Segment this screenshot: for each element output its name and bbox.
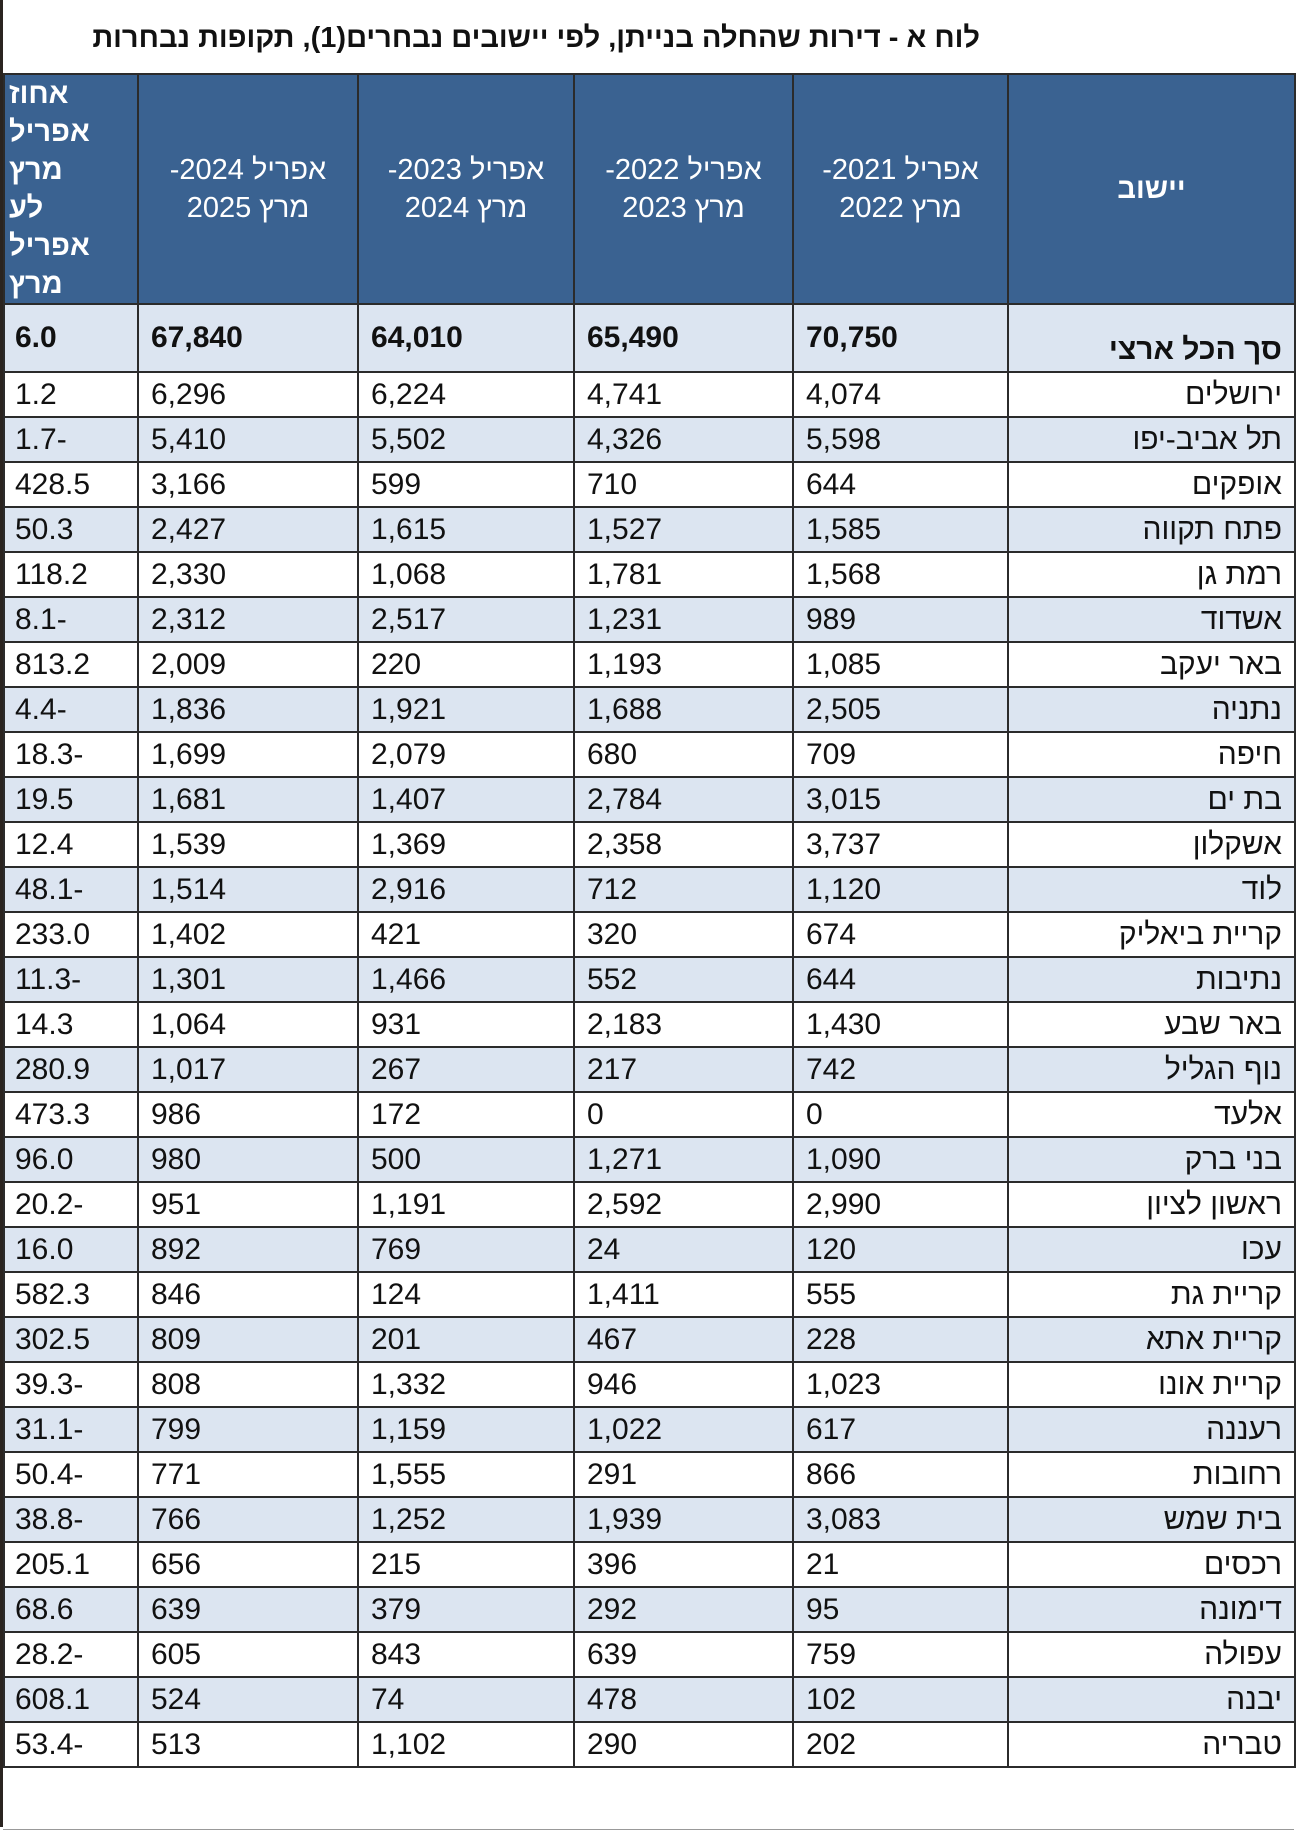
percent-change-cell: 12.4 xyxy=(4,822,138,867)
value-cell: 2,427 xyxy=(138,507,358,552)
table-row xyxy=(4,1542,1295,1587)
table-row xyxy=(4,1137,1295,1182)
table-row xyxy=(4,957,1295,1002)
settlement-name: בית שמש xyxy=(1008,1497,1295,1542)
value-cell: 709 xyxy=(793,732,1008,777)
table-row xyxy=(4,462,1295,507)
settlement-name: נתיבות xyxy=(1008,957,1295,1002)
value-cell: 1,064 xyxy=(138,1002,358,1047)
table-row xyxy=(4,1632,1295,1677)
value-cell: 843 xyxy=(358,1632,574,1677)
value-cell: 2,183 xyxy=(574,1002,793,1047)
value-cell: 24 xyxy=(574,1227,793,1272)
settlement-name: אשדוד xyxy=(1008,597,1295,642)
value-cell: 1,252 xyxy=(358,1497,574,1542)
value-cell: 4,326 xyxy=(574,417,793,462)
value-cell: 220 xyxy=(358,642,574,687)
percent-change-cell: 19.5 xyxy=(4,777,138,822)
value-cell: 2,330 xyxy=(138,552,358,597)
value-cell: 202 xyxy=(793,1722,1008,1767)
value-cell: 1,159 xyxy=(358,1407,574,1452)
value-cell: 799 xyxy=(138,1407,358,1452)
value-cell: 1,332 xyxy=(358,1362,574,1407)
value-cell: 1,615 xyxy=(358,507,574,552)
table-row xyxy=(4,417,1295,462)
settlement-name: רמת גן xyxy=(1008,552,1295,597)
header-percent-change: אחוז אפריל מרץ לע אפריל מרץ xyxy=(4,74,138,304)
percent-change-cell: 118.2 xyxy=(4,552,138,597)
value-cell: 3,015 xyxy=(793,777,1008,822)
header-row xyxy=(4,74,1295,304)
value-cell: 1,407 xyxy=(358,777,574,822)
value-cell: 292 xyxy=(574,1587,793,1632)
value-cell: 2,916 xyxy=(358,867,574,912)
value-cell: 1,430 xyxy=(793,1002,1008,1047)
header-period-2024-2025: אפריל 2024- מרץ 2025 xyxy=(138,74,358,304)
total-row xyxy=(4,304,1295,372)
value-cell: 6,224 xyxy=(358,372,574,417)
value-cell: 809 xyxy=(138,1317,358,1362)
value-cell: 120 xyxy=(793,1227,1008,1272)
table-title: לוח א - דירות שהחלה בנייתן, לפי יישובים נבחרים(1), תקופות נבחרות xyxy=(92,22,980,54)
value-cell: 1,781 xyxy=(574,552,793,597)
value-cell: 712 xyxy=(574,867,793,912)
percent-change-cell: 14.3 xyxy=(4,1002,138,1047)
settlement-name: נתניה xyxy=(1008,687,1295,732)
value-cell: 2,505 xyxy=(793,687,1008,732)
total-percent: 6.0 xyxy=(4,304,138,372)
settlement-name: קריית אתא xyxy=(1008,1317,1295,1362)
value-cell: 1,402 xyxy=(138,912,358,957)
value-cell: 989 xyxy=(793,597,1008,642)
table-row xyxy=(4,687,1295,732)
table-row xyxy=(4,777,1295,822)
housing-starts-table xyxy=(3,73,1296,1768)
value-cell: 5,598 xyxy=(793,417,1008,462)
settlement-name: אשקלון xyxy=(1008,822,1295,867)
value-cell: 228 xyxy=(793,1317,1008,1362)
value-cell: 4,741 xyxy=(574,372,793,417)
settlement-name: קריית ביאליק xyxy=(1008,912,1295,957)
value-cell: 1,193 xyxy=(574,642,793,687)
value-cell: 771 xyxy=(138,1452,358,1497)
table-row xyxy=(4,1182,1295,1227)
value-cell: 1,568 xyxy=(793,552,1008,597)
settlement-name: בת ים xyxy=(1008,777,1295,822)
total-value: 67,840 xyxy=(138,304,358,372)
value-cell: 0 xyxy=(793,1092,1008,1137)
value-cell: 2,990 xyxy=(793,1182,1008,1227)
settlement-name: רחובות xyxy=(1008,1452,1295,1497)
header-period-2021-2022: אפריל 2021- מרץ 2022 xyxy=(793,74,1008,304)
settlement-name: טבריה xyxy=(1008,1722,1295,1767)
table-row xyxy=(4,507,1295,552)
table-row xyxy=(4,1092,1295,1137)
value-cell: 0 xyxy=(574,1092,793,1137)
settlement-name: קריית אונו xyxy=(1008,1362,1295,1407)
value-cell: 1,681 xyxy=(138,777,358,822)
percent-change-cell: 16.0 xyxy=(4,1227,138,1272)
value-cell: 1,466 xyxy=(358,957,574,1002)
value-cell: 396 xyxy=(574,1542,793,1587)
settlement-name: תל אביב-יפו xyxy=(1008,417,1295,462)
value-cell: 1,514 xyxy=(138,867,358,912)
table-row xyxy=(4,1272,1295,1317)
settlement-name: באר שבע xyxy=(1008,1002,1295,1047)
percent-change-cell: 608.1 xyxy=(4,1677,138,1722)
value-cell: 217 xyxy=(574,1047,793,1092)
value-cell: 3,083 xyxy=(793,1497,1008,1542)
percent-change-cell: 1.2 xyxy=(4,372,138,417)
percent-change-cell: -4.4 xyxy=(4,687,138,732)
value-cell: 524 xyxy=(138,1677,358,1722)
percent-change-cell: -53.4 xyxy=(4,1722,138,1767)
value-cell: 680 xyxy=(574,732,793,777)
value-cell: 1,939 xyxy=(574,1497,793,1542)
settlement-name: רעננה xyxy=(1008,1407,1295,1452)
value-cell: 866 xyxy=(793,1452,1008,1497)
value-cell: 4,074 xyxy=(793,372,1008,417)
percent-change-cell: 473.3 xyxy=(4,1092,138,1137)
percent-change-cell: -28.2 xyxy=(4,1632,138,1677)
value-cell: 555 xyxy=(793,1272,1008,1317)
settlement-name: נוף הגליל xyxy=(1008,1047,1295,1092)
value-cell: 379 xyxy=(358,1587,574,1632)
value-cell: 1,301 xyxy=(138,957,358,1002)
percent-change-cell: 68.6 xyxy=(4,1587,138,1632)
table-row xyxy=(4,822,1295,867)
value-cell: 710 xyxy=(574,462,793,507)
value-cell: 1,921 xyxy=(358,687,574,732)
value-cell: 290 xyxy=(574,1722,793,1767)
total-label: סך הכל ארצי xyxy=(1008,304,1295,372)
percent-change-cell: 302.5 xyxy=(4,1317,138,1362)
total-value: 64,010 xyxy=(358,304,574,372)
settlement-name: באר יעקב xyxy=(1008,642,1295,687)
value-cell: 478 xyxy=(574,1677,793,1722)
value-cell: 421 xyxy=(358,912,574,957)
value-cell: 2,592 xyxy=(574,1182,793,1227)
value-cell: 3,166 xyxy=(138,462,358,507)
total-value: 70,750 xyxy=(793,304,1008,372)
table-row xyxy=(4,1587,1295,1632)
settlement-name: דימונה xyxy=(1008,1587,1295,1632)
value-cell: 102 xyxy=(793,1677,1008,1722)
percent-change-cell: -31.1 xyxy=(4,1407,138,1452)
value-cell: 656 xyxy=(138,1542,358,1587)
settlement-name: אלעד xyxy=(1008,1092,1295,1137)
value-cell: 215 xyxy=(358,1542,574,1587)
value-cell: 1,120 xyxy=(793,867,1008,912)
value-cell: 766 xyxy=(138,1497,358,1542)
table-row xyxy=(4,1047,1295,1092)
value-cell: 1,585 xyxy=(793,507,1008,552)
table-row xyxy=(4,732,1295,777)
table-row xyxy=(4,867,1295,912)
value-cell: 1,555 xyxy=(358,1452,574,1497)
table-row xyxy=(4,1002,1295,1047)
value-cell: 951 xyxy=(138,1182,358,1227)
value-cell: 644 xyxy=(793,957,1008,1002)
value-cell: 2,358 xyxy=(574,822,793,867)
value-cell: 769 xyxy=(358,1227,574,1272)
value-cell: 1,411 xyxy=(574,1272,793,1317)
value-cell: 3,737 xyxy=(793,822,1008,867)
value-cell: 742 xyxy=(793,1047,1008,1092)
value-cell: 2,079 xyxy=(358,732,574,777)
value-cell: 267 xyxy=(358,1047,574,1092)
value-cell: 892 xyxy=(138,1227,358,1272)
table-row xyxy=(4,1722,1295,1767)
value-cell: 1,023 xyxy=(793,1362,1008,1407)
value-cell: 674 xyxy=(793,912,1008,957)
value-cell: 1,539 xyxy=(138,822,358,867)
settlement-name: עפולה xyxy=(1008,1632,1295,1677)
value-cell: 201 xyxy=(358,1317,574,1362)
percent-change-cell: -18.3 xyxy=(4,732,138,777)
value-cell: 931 xyxy=(358,1002,574,1047)
percent-change-cell: -38.8 xyxy=(4,1497,138,1542)
value-cell: 1,017 xyxy=(138,1047,358,1092)
value-cell: 513 xyxy=(138,1722,358,1767)
value-cell: 980 xyxy=(138,1137,358,1182)
settlement-name: יבנה xyxy=(1008,1677,1295,1722)
percent-change-cell: -1.7 xyxy=(4,417,138,462)
value-cell: 552 xyxy=(574,957,793,1002)
value-cell: 1,068 xyxy=(358,552,574,597)
value-cell: 124 xyxy=(358,1272,574,1317)
settlement-name: בני ברק xyxy=(1008,1137,1295,1182)
value-cell: 2,312 xyxy=(138,597,358,642)
value-cell: 1,191 xyxy=(358,1182,574,1227)
table-row xyxy=(4,1677,1295,1722)
header-period-2023-2024: אפריל 2023- מרץ 2024 xyxy=(358,74,574,304)
value-cell: 846 xyxy=(138,1272,358,1317)
table-row xyxy=(4,1452,1295,1497)
value-cell: 467 xyxy=(574,1317,793,1362)
table-row xyxy=(4,372,1295,417)
value-cell: 2,517 xyxy=(358,597,574,642)
settlement-name: פתח תקווה xyxy=(1008,507,1295,552)
percent-change-cell: 205.1 xyxy=(4,1542,138,1587)
percent-change-cell: 233.0 xyxy=(4,912,138,957)
value-cell: 599 xyxy=(358,462,574,507)
value-cell: 644 xyxy=(793,462,1008,507)
settlement-name: חיפה xyxy=(1008,732,1295,777)
settlement-name: לוד xyxy=(1008,867,1295,912)
value-cell: 1,688 xyxy=(574,687,793,732)
settlement-name: אופקים xyxy=(1008,462,1295,507)
percent-change-cell: 280.9 xyxy=(4,1047,138,1092)
header-place: יישוב xyxy=(1008,74,1295,304)
value-cell: 1,271 xyxy=(574,1137,793,1182)
percent-change-cell: 582.3 xyxy=(4,1272,138,1317)
value-cell: 639 xyxy=(574,1632,793,1677)
value-cell: 617 xyxy=(793,1407,1008,1452)
table-row xyxy=(4,552,1295,597)
value-cell: 500 xyxy=(358,1137,574,1182)
value-cell: 1,022 xyxy=(574,1407,793,1452)
percent-change-cell: -39.3 xyxy=(4,1362,138,1407)
value-cell: 808 xyxy=(138,1362,358,1407)
table-row xyxy=(4,642,1295,687)
settlement-name: עכו xyxy=(1008,1227,1295,1272)
value-cell: 1,090 xyxy=(793,1137,1008,1182)
table-row xyxy=(4,597,1295,642)
percent-change-cell: -8.1 xyxy=(4,597,138,642)
table-row xyxy=(4,1407,1295,1452)
value-cell: 1,102 xyxy=(358,1722,574,1767)
percent-change-cell: 813.2 xyxy=(4,642,138,687)
value-cell: 759 xyxy=(793,1632,1008,1677)
table-row xyxy=(4,1227,1295,1272)
table-row xyxy=(4,1317,1295,1362)
percent-change-cell: -50.4 xyxy=(4,1452,138,1497)
percent-change-cell: -20.2 xyxy=(4,1182,138,1227)
value-cell: 1,085 xyxy=(793,642,1008,687)
settlement-name: ראשון לציון xyxy=(1008,1182,1295,1227)
settlement-name: קריית גת xyxy=(1008,1272,1295,1317)
value-cell: 74 xyxy=(358,1677,574,1722)
value-cell: 172 xyxy=(358,1092,574,1137)
value-cell: 21 xyxy=(793,1542,1008,1587)
header-period-2022-2023: אפריל 2022- מרץ 2023 xyxy=(574,74,793,304)
value-cell: 1,369 xyxy=(358,822,574,867)
table-row xyxy=(4,912,1295,957)
value-cell: 605 xyxy=(138,1632,358,1677)
percent-change-cell: 50.3 xyxy=(4,507,138,552)
percent-change-cell: -11.3 xyxy=(4,957,138,1002)
value-cell: 6,296 xyxy=(138,372,358,417)
value-cell: 5,410 xyxy=(138,417,358,462)
value-cell: 320 xyxy=(574,912,793,957)
table-row xyxy=(4,1497,1295,1542)
value-cell: 1,527 xyxy=(574,507,793,552)
percent-change-cell: 428.5 xyxy=(4,462,138,507)
value-cell: 639 xyxy=(138,1587,358,1632)
value-cell: 1,699 xyxy=(138,732,358,777)
value-cell: 986 xyxy=(138,1092,358,1137)
value-cell: 946 xyxy=(574,1362,793,1407)
value-cell: 2,009 xyxy=(138,642,358,687)
table-row xyxy=(4,1362,1295,1407)
value-cell: 95 xyxy=(793,1587,1008,1632)
percent-change-cell: -48.1 xyxy=(4,867,138,912)
percent-change-cell: 96.0 xyxy=(4,1137,138,1182)
value-cell: 2,784 xyxy=(574,777,793,822)
value-cell: 1,231 xyxy=(574,597,793,642)
value-cell: 291 xyxy=(574,1452,793,1497)
settlement-name: רכסים xyxy=(1008,1542,1295,1587)
total-value: 65,490 xyxy=(574,304,793,372)
settlement-name: ירושלים xyxy=(1008,372,1295,417)
value-cell: 5,502 xyxy=(358,417,574,462)
value-cell: 1,836 xyxy=(138,687,358,732)
